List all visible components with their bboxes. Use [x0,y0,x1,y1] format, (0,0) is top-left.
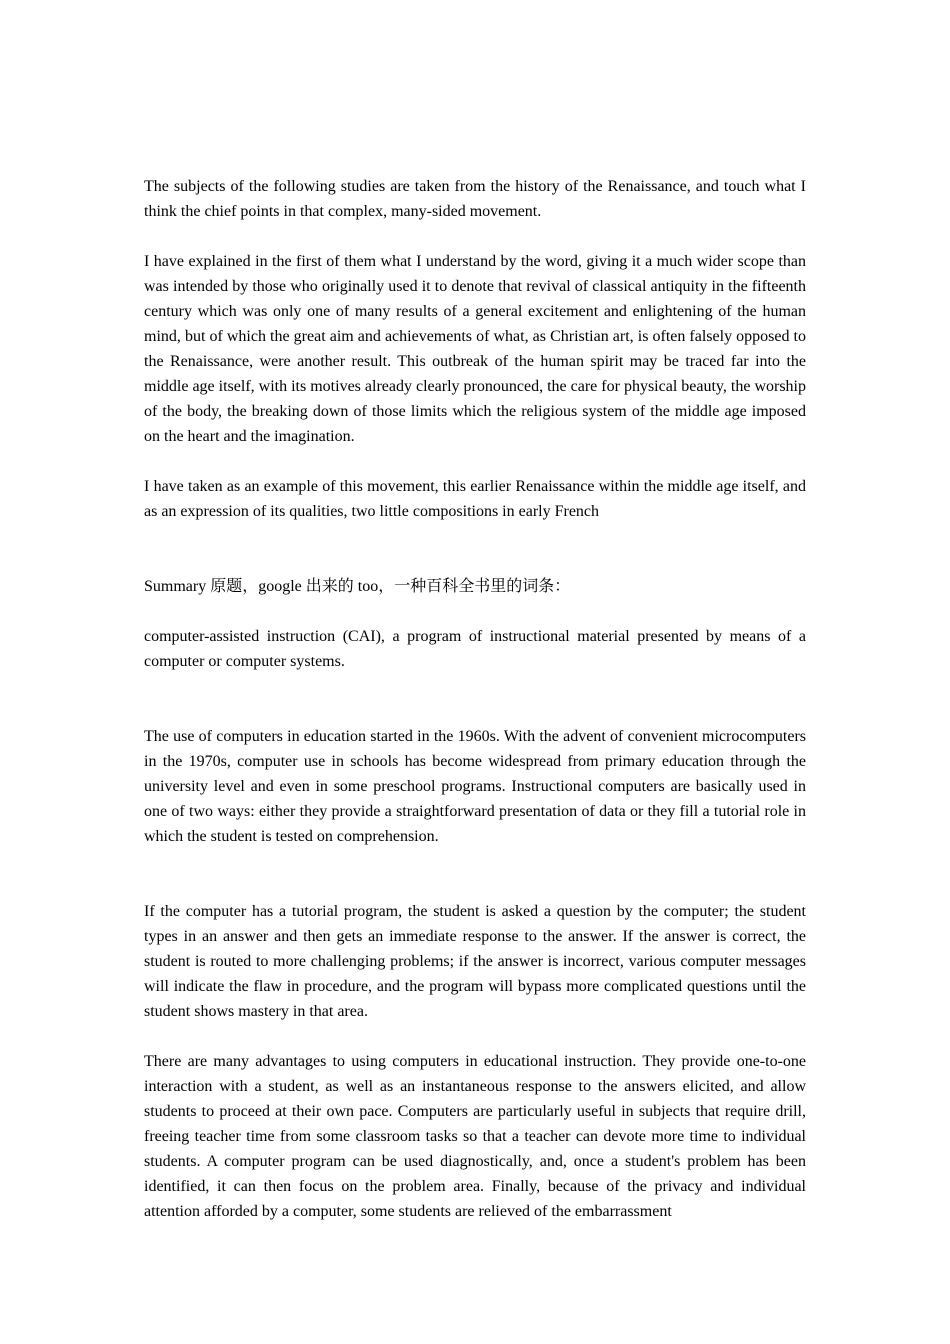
paragraph-tutorial-program: If the computer has a tutorial program, the student is asked a question by the computer; the student types in an answer and then gets an immediate response to the answer. If the answer is correct, the student is routed to more challenging problems; if the answer is incorrect, various computer messages will indicate the flaw in procedure, and the program will bypass more complicated questions until the student shows mastery in that area. [144,903,806,1020]
paragraph-renaissance-scope: I have explained in the first of them what I understand by the word, giving it a much wider scope than was intended by those who originally used it to denote that revival of classical antiquity in the fifteenth century which was only one of many results of a general excitement and enlightening of the human mind, but of which the great aim and achievements of what, as Christian art, is often falsely opposed to the Renaissance, were another result. This outbreak of the human spirit may be traced far into the middle age itself, with its motives already clearly pronounced, the care for physical beauty, the worship of the body, the breaking down of those limits which the religious system of the middle age imposed on the heart and the imagination. [144,253,806,445]
paragraph-gap [144,849,806,899]
summary-note: Summary 原题，google 出来的 too，一种百科全书里的词条： [144,578,571,595]
paragraph-gap [144,1024,806,1049]
paragraph-renaissance-intro: The subjects of the following studies are taken from the history of the Renaissance, and touch what I think the chief points in that complex, many-sided movement. [144,178,806,220]
paragraph-gap [144,674,806,724]
paragraph-gap [144,599,806,624]
paragraph-gap [144,449,806,474]
paragraph-advantages: There are many advantages to using computers in educational instruction. They provide one-to-one interaction with a student, as well as an instantaneous response to the answers elicited, and allow students to proceed at their own pace. Computers are particularly useful in subjects that require drill, freeing teacher time from some classroom tasks so that a teacher can devote more time to individual students. A computer program can be used diagnostically, and, once a student's problem has been identified, it can then focus on the problem area. Finally, because of the privacy and individual attention afforded by a computer, some students are relieved of the embarrassment [144,1053,806,1220]
paragraph-gap [144,524,806,574]
paragraph-computers-history: The use of computers in education started in the 1960s. With the advent of convenient microcomputers in the 1970s, computer use in schools has become widespread from primary education through the university level and even in some preschool programs. Instructional computers are basically used in one of two ways: either they provide a straightforward presentation of data or they fill a tutorial role in which the student is tested on comprehension. [144,728,806,845]
paragraph-gap [144,224,806,249]
paragraph-cai-definition: computer-assisted instruction (CAI), a program of instructional material presented by means of a computer or computer systems. [144,628,806,670]
paragraph-renaissance-example: I have taken as an example of this movement, this earlier Renaissance within the middle age itself, and as an expression of its qualities, two little compositions in early French [144,478,806,520]
document-page [144,174,806,1224]
